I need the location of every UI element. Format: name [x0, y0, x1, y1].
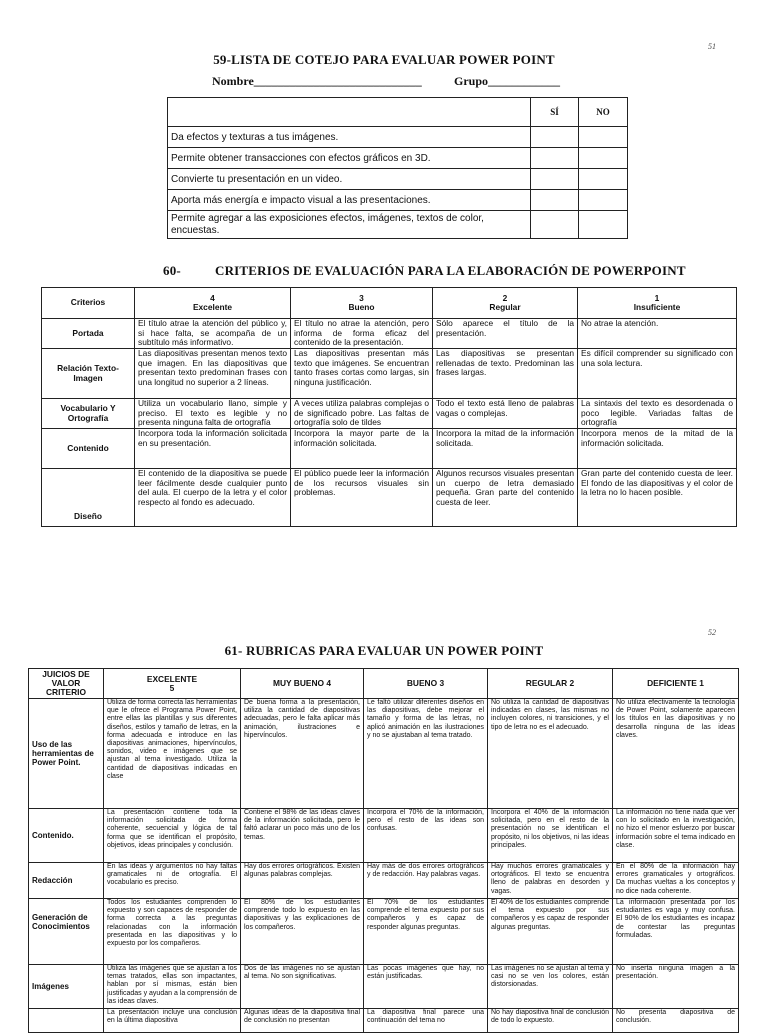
checklist-header-row — [168, 98, 628, 127]
checklist-title: 59-LISTA DE COTEJO PARA EVALUAR POWER POINT — [213, 52, 555, 67]
rubric-cell: No utiliza efectivamente la tecnología de Power Point, solamente aparecen los títulos en las diapositivas y no desarrolla ninguna de las ideas claves. — [613, 699, 739, 809]
page-number: 52 — [708, 628, 716, 637]
rubric-cell: De buena forma a la presentación, utiliza la cantidad de diapositivas adecuadas, pero le falta aplicar más animación, ilustraciones e hipervínculos. — [241, 699, 364, 809]
section-60-title: CRITERIOS DE EVALUACIÓN PARA LA ELABORACIÓN DE POWERPOINT — [215, 263, 686, 278]
rubric-criterion: Uso de las herramientas de Power Point. — [29, 699, 104, 809]
level-header — [291, 288, 433, 319]
checklist-row — [168, 211, 628, 239]
rubric-header-row — [29, 669, 739, 699]
checkbox-si[interactable] — [531, 127, 579, 148]
rubric-cell: Incorpora el 70% de la información, pero el resto de las ideas son confusas. — [364, 809, 488, 863]
rubric-level-score: 5 — [169, 682, 175, 693]
checklist-header-blank — [168, 98, 531, 127]
criteria-cell: Utiliza un vocabulario llano, simple y preciso. El texto es legible y no presenta ninguna falta de ortografía — [135, 399, 291, 429]
rubric-cell: Hay muchos errores gramaticales y ortográficos. El texto se encuentra lleno de palabras en desorden y vagas. — [488, 863, 613, 899]
criteria-cell: Incorpora menos de la mitad de la información solicitada. — [578, 429, 737, 469]
level-name: Bueno — [348, 302, 375, 312]
criteria-cell: No atrae la atención. — [578, 319, 737, 349]
checklist-item: Da efectos y texturas a tus imágenes. — [168, 127, 531, 148]
rubric-criterion — [29, 1009, 104, 1033]
level-header — [135, 288, 291, 319]
criteria-cell: Incorpora toda la información solicitada en su presentación. — [135, 429, 291, 469]
rubric-cell: Utiliza las imágenes que se ajustan a los temas tratados, ellas son impactantes, hablan por sí mismas, están bien justificadas y ayudan a la comprensión de las ideas claves. — [104, 965, 241, 1009]
rubric-cell: El 40% de los estudiantes comprende el tema expuesto por sus compañeros y es capaz de responder algunas preguntas. — [488, 899, 613, 965]
criteria-cell: Las diapositivas presentan menos texto que imagen. En las diapositivas que presentan texto predominan frases con una longitud no superior a 2 líneas. — [135, 349, 291, 399]
checkbox-si[interactable] — [531, 190, 579, 211]
criteria-row — [42, 469, 737, 527]
level-name: Excelente — [192, 302, 233, 312]
rubric-row — [29, 699, 739, 809]
criteria-name: Contenido — [42, 429, 135, 469]
rubric-level-header: MUY BUENO 4 — [241, 669, 364, 699]
level-score: 4 — [210, 292, 215, 303]
criteria-cell: Incorpora la mayor parte de la información solicitada. — [291, 429, 433, 469]
criteria-cell: Es difícil comprender su significado con una sola lectura. — [578, 349, 737, 399]
criteria-cell: Las diapositivas se presentan rellenadas de texto. Predominan las frases largas. — [433, 349, 578, 399]
checklist-col-si: SÍ — [531, 98, 579, 127]
rubric-cell: No presenta diapositiva de conclusión. — [613, 1009, 739, 1033]
level-score: 1 — [654, 292, 660, 303]
rubric-criterion: Generación de Conocimientos — [29, 899, 104, 965]
rubric-cell: Todos los estudiantes comprenden lo expuesto y son capaces de responder de forma correcta a las preguntas relacionadas con la información presentada en las diapositivas y lo expuesto por los compañeros. — [104, 899, 241, 965]
level-score: 2 — [502, 292, 508, 303]
criteria-cell: Las diapositivas presentan más texto que imágenes. Se encuentran tanto frases cortas como largas, sin ninguna justificación. — [291, 349, 433, 399]
rubric-cell: No hay diapositiva final de conclusión de todo lo expuesto. — [488, 1009, 613, 1033]
checklist-row — [168, 127, 628, 148]
checkbox-si[interactable] — [531, 148, 579, 169]
criteria-cell: Incorpora la mitad de la información solicitada. — [433, 429, 578, 469]
checklist-item: Permite obtener transacciones con efectos gráficos en 3D. — [168, 148, 531, 169]
rubric-level-header — [104, 669, 241, 699]
rubric-header-criterio: JUICIOS DE VALOR CRITERIO — [29, 669, 104, 699]
criteria-name: Relación Texto-Imagen — [42, 349, 135, 399]
rubric-cell: Le faltó utilizar diferentes diseños en las diapositivas, debe mejorar el tamaño y forma de las letras, no aplicó animación en las ilustraciones y no se ajustaban al tema tratado. — [364, 699, 488, 809]
level-name: Insuficiente — [633, 302, 681, 312]
criteria-cell: El contenido de la diapositiva se puede leer fácilmente desde cualquier punto del aula. El cuerpo de la letra y el color respecto al fondo es adecuado. — [135, 469, 291, 527]
rubric-cell: La información presentada por los estudiantes es vaga y muy confusa. El 90% de los estudiantes es incapaz de contestar las preguntas formuladas. — [613, 899, 739, 965]
criteria-cell: A veces utiliza palabras complejas o de significado pobre. Las faltas de ortografía solo de tildes — [291, 399, 433, 429]
criteria-cell: La sintaxis del texto es desordenada o poco legible. Variadas faltas de ortografía — [578, 399, 737, 429]
level-name: Regular — [489, 302, 521, 312]
checkbox-si[interactable] — [531, 169, 579, 190]
checklist-item: Aporta más energía e impacto visual a las presentaciones. — [168, 190, 531, 211]
grupo-field-label: Grupo____________ — [454, 74, 561, 88]
rubric-cell: El 70% de los estudiantes comprende el tema expuesto por sus compañeros y es capaz de responder algunas preguntas. — [364, 899, 488, 965]
rubric-cell: La diapositiva final parece una continuación del tema no — [364, 1009, 488, 1033]
criteria-header-row — [42, 288, 737, 319]
rubric-criterion: Contenido. — [29, 809, 104, 863]
criteria-row — [42, 429, 737, 469]
checkbox-no[interactable] — [579, 148, 628, 169]
criteria-cell: El título no atrae la atención, pero informa de forma eficaz del contenido de la presentación. — [291, 319, 433, 349]
criteria-name: Vocabulario Y Ortografía — [42, 399, 135, 429]
section-60-number: 60- — [163, 263, 181, 278]
page-number: 51 — [708, 42, 716, 51]
criteria-cell: El título atrae la atención del público y, si hace falta, se acompaña de un subtítulo más informativo. — [135, 319, 291, 349]
checklist-table — [167, 97, 628, 239]
rubric-row — [29, 899, 739, 965]
criteria-header-label: Criterios — [42, 288, 135, 319]
criteria-row — [42, 319, 737, 349]
checklist-item: Convierte tu presentación en un video. — [168, 169, 531, 190]
criteria-cell: Gran parte del contenido cuesta de leer. El fondo de las diapositivas y el color de la letra no lo hacen posible. — [578, 469, 737, 527]
criteria-row — [42, 399, 737, 429]
checklist-col-no: NO — [579, 98, 628, 127]
checklist-row — [168, 169, 628, 190]
rubric-cell: Incorpora el 40% de la información solicitada, pero en el resto de la presentación no se identifican el propósito, ni los objetivos, ni las ideas principales. — [488, 809, 613, 863]
rubric-criterion: Imágenes — [29, 965, 104, 1009]
checklist-item: Permite agregar a las exposiciones efectos, imágenes, textos de color, encuestas. — [168, 211, 531, 239]
level-header — [433, 288, 578, 319]
rubric-table — [28, 668, 739, 1033]
rubric-cell: No inserta ninguna imagen a la presentación. — [613, 965, 739, 1009]
rubric-cell: Dos de las imágenes no se ajustan al tema. No son significativas. — [241, 965, 364, 1009]
rubric-row — [29, 1009, 739, 1033]
nombre-field-label: Nombre____________________________ — [212, 74, 422, 88]
rubric-cell: Contiene el 98% de las ideas claves de la información solicitada, pero le faltó aclarar un poco más uno de los temas. — [241, 809, 364, 863]
checkbox-no[interactable] — [579, 169, 628, 190]
rubric-row — [29, 809, 739, 863]
checkbox-no[interactable] — [579, 127, 628, 148]
rubric-level-header: REGULAR 2 — [488, 669, 613, 699]
criteria-cell: Algunos recursos visuales presentan un cuerpo de letra demasiado pequeña. Gran parte del contenido cuesta de leer. — [433, 469, 578, 527]
rubric-cell: Hay más de dos errores ortográficos y de redacción. Hay palabras vagas. — [364, 863, 488, 899]
checkbox-no[interactable] — [579, 211, 628, 239]
checkbox-no[interactable] — [579, 190, 628, 211]
rubric-cell: La información no tiene nada que ver con lo solicitado en la investigación, no hizo el menor esfuerzo por buscar información sobre el tema indicado en clase. — [613, 809, 739, 863]
criteria-cell: Todo el texto está lleno de palabras vagas o complejas. — [433, 399, 578, 429]
criteria-table — [41, 287, 737, 527]
rubric-cell: Utiliza de forma correcta las herramientas que le ofrece el Programa Power Point, entre ellas las plantillas y sus diferentes diseños, estilos y tamaño de letras, en la forma adecuada e introduce en las diapositivas animaciones, hipervínculos, sonidos, video e imágenes que se ajustan al tema investigado. Utiliza la cantidad de diapositivas indicadas en clase — [104, 699, 241, 809]
rubric-cell: La presentación contiene toda la información solicitada de forma coherente, secuencial y lógica de tal forma que se identifican el propósito, objetivos, ideas principales y conclusión. — [104, 809, 241, 863]
level-score: 3 — [359, 292, 364, 303]
criteria-cell: El público puede leer la información de los recursos visuales sin problemas. — [291, 469, 433, 527]
rubric-row — [29, 863, 739, 899]
rubric-cell: La presentación incluye una conclusión en la última diapositiva — [104, 1009, 241, 1033]
checklist-row — [168, 190, 628, 211]
rubric-cell: Las pocas imágenes que hay, no están justificadas. — [364, 965, 488, 1009]
criteria-row — [42, 349, 737, 399]
rubric-cell: Las imágenes no se ajustan al tema y casi no se ven los colores, están distorsionadas. — [488, 965, 613, 1009]
rubric-level-header: DEFICIENTE 1 — [613, 669, 739, 699]
rubric-level-header: BUENO 3 — [364, 669, 488, 699]
criteria-name: Portada — [42, 319, 135, 349]
criteria-name: Diseño — [42, 469, 135, 527]
rubric-cell: El 80% de los estudiantes comprende todo lo expuesto en las diapositivas y las explicaciones de los compañeros. — [241, 899, 364, 965]
checklist-row — [168, 148, 628, 169]
rubric-cell: Algunas ideas de la diapositiva final de conclusión no presentan — [241, 1009, 364, 1033]
rubric-cell: No utiliza la cantidad de diapositivas indicadas en clases, las mismas no incluyen colores, ni transiciones, y el tipo de letra no es el adecuado. — [488, 699, 613, 809]
rubric-criterion: Redacción — [29, 863, 104, 899]
rubric-title: 61- RUBRICAS PARA EVALUAR UN POWER POINT — [224, 643, 544, 658]
level-header — [578, 288, 737, 319]
rubric-cell: Hay dos errores ortográficos. Existen algunas palabras complejas. — [241, 863, 364, 899]
rubric-cell: En las ideas y argumentos no hay faltas gramaticales ni de ortografía. El vocabulario es preciso. — [104, 863, 241, 899]
rubric-row — [29, 965, 739, 1009]
checkbox-si[interactable] — [531, 211, 579, 239]
criteria-cell: Sólo aparece el título de la presentación. — [433, 319, 578, 349]
rubric-cell: En el 80% de la información hay errores gramaticales y ortográficos. Da muchas vueltas a los conceptos y no dice nada coherente. — [613, 863, 739, 899]
rubric-level-name: EXCELENTE — [146, 673, 198, 684]
